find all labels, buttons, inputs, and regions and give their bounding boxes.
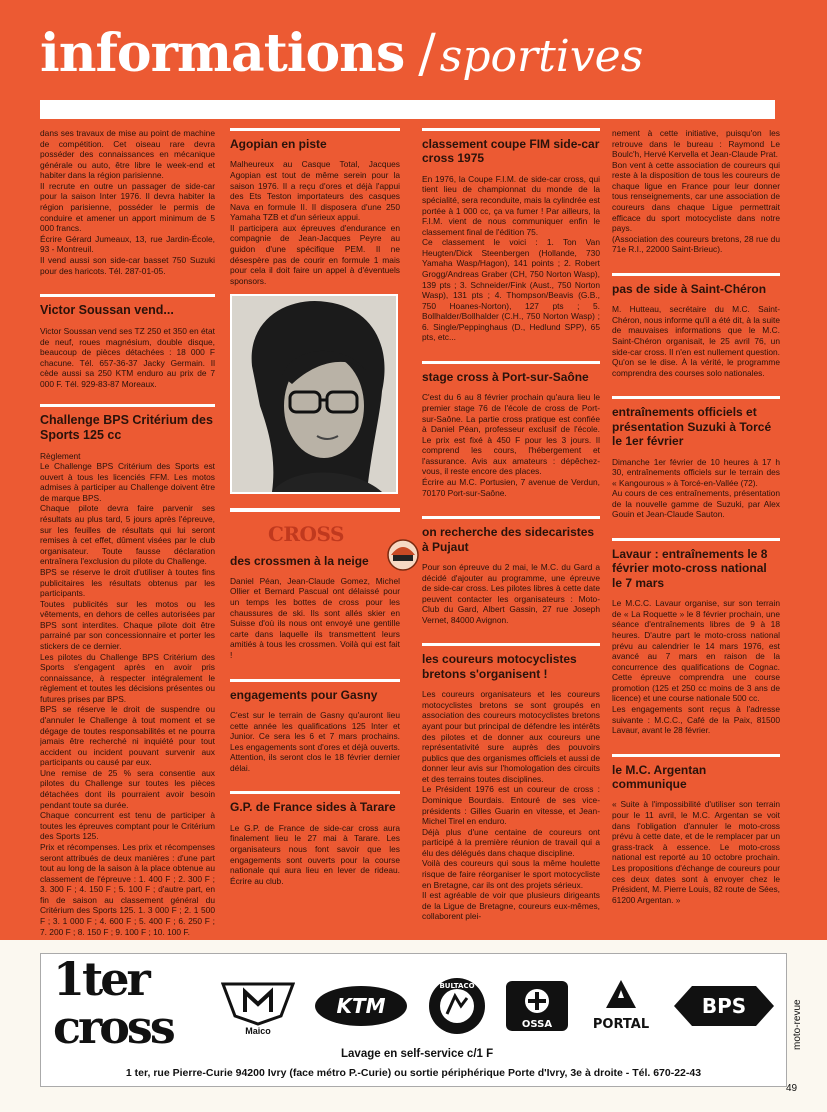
ad-address-text: 1 ter, rue Pierre-Curie 94200 Ivry (face métro P.-Curie) ou sortie périphérique Porte d'Ivry, 3e à droite - Tél. 670-22-43: [125, 1067, 702, 1079]
heading-lavaur: Lavaur : entraînements le 8 février moto-cross national le 7 mars: [612, 538, 780, 590]
paragraph: Les coureurs organisateurs et les coureurs motocyclistes bretons se sont groupés en association des coureurs motocyclistes bretons ayant pour but principal de défendre les intérêts des pilotes et de donner aux coureurs une représentativité sure auprès des pouvoirs publics que des organismes officiels et aussi de donner leur avis sur l'homologation des circuits et des terrains toutes disciplines.: [422, 689, 600, 784]
magazine-name-vertical: moto-revue: [792, 999, 803, 1050]
paragraph: C'est du 6 au 8 février prochain qu'aura lieu le premier stage 76 de l'école de cross de Port-sur-Saône. La partie cross pratique est confiée à Daniel Péan, professeur exclusif de l'école. Le prix est fixé à 450 F pour les 3 jours. Il comprend les cours, l'hébergement et l'assurance. Avis aux amateurs : dépêchez-vous, il reste encore des places.: [422, 392, 600, 477]
cross-section-banner: [230, 508, 400, 547]
masthead-subtitle: sportives: [439, 31, 644, 82]
bultaco-logo-icon: [427, 976, 487, 1036]
heading-argentan: le M.C. Argentan communique: [612, 754, 780, 792]
heading-sidecaristes: on recherche des sidecaristes à Pujaut: [422, 516, 600, 554]
page-number: 49: [786, 1083, 798, 1094]
paragraph: Écrire au M.C. Portusien, 7 avenue de Verdun, 70170 Port-sur-Saône.: [422, 477, 600, 498]
paragraph: Le Challenge BPS Critérium des Sports est ouvert à tous les licenciés FFM. Les motos admises à participer au Challenge doivent être de marque BPS.: [40, 461, 215, 503]
ad-logo-line2: cross: [53, 1000, 173, 1054]
brand-portal-label: PORTAL: [593, 1017, 650, 1032]
bps-logo-icon: [672, 983, 776, 1029]
paragraph: Victor Soussan vend ses TZ 250 et 350 en état de neuf, roues magnésium, double disque, beaucoup de pièces détachées : 18 000 F chacune. Tél. 657-36-37 Jacky Germain. Il cède aussi sa 250 KTM enduro au prix de 7 000 F. Tél. 929-83-87 Moreaux.: [40, 326, 215, 389]
paragraph: Voilà des coureurs qui sous la même houlette risque de faire réorganiser le sport motocycliste en Bretagne, car ils ont des projets sérieux.: [422, 858, 600, 890]
ossa-logo-icon: [504, 979, 570, 1033]
advertisement-1ter-cross: [40, 953, 787, 1087]
column-4: [612, 128, 780, 958]
brand-ossa: [504, 979, 570, 1033]
paragraph: Le G.P. de France de side-car cross aura finalement lieu le 27 mai à Tarare. Les organisateurs nous font savoir que les engagements sont ouverts pour la course nationale qui aura lieu en lever de rideau. Écrire au club.: [230, 822, 400, 886]
brand-ktm: [313, 984, 409, 1028]
paragraph: M. Hutteau, secrétaire du M.C. Saint-Chéron, nous informe qu'il a été dit, à la suite de mauvaises informations que le M.C. Saint-Chéron organisait, le 25 avril 76, un side-car cross. Il n'en est nullement question. Qu'on se le dise. À la vérité, le programme comprendra des courses solo nationales.: [612, 304, 780, 378]
paragraph: Ce classement le voici : 1. Ton Van Heugten/Dick Steenbergen (Hollande, 730 Yamaha Wasp/Hagon), 141 points ; 2. Robert Grogg/Andreas Graber (CH, 750 Norton Wasp), 139 pts ; 3. Schneider/Fink (Aust., 750 Norton Wasp), 131 pts ; 4. Thompson/Beavis (G.B., 750 Hoanes-Norton), 127 pts ; 5. Bollhalder/Bollhalder (C.H., 750 Norton Wasp) ; 6. Single/Peppinghaus (D., Hedlund SPP), 65 pts, etc...: [422, 237, 600, 343]
paragraph: Le M.C.C. Lavaur organise, sur son terrain de « La Roquette » le 8 février prochain, une séance d'entraînements libres de 9 à 18 heures. D'autre part le moto-cross national prévu au calendrier le 14 mars 1976, est avancé au 7 mars en raison de la concurrence des qualifications de Cognac. Cette épreuve comprendra une course promotion (125 et 250 cc moins de 3 ans de licence) et une course nationale 500 cc.: [612, 598, 780, 704]
ad-logo-line1: 1ter: [53, 952, 148, 1006]
paragraph: Les engagements sont reçus à l'adresse suivante : M.C.C., Café de la Paix, 81500 Lavaur, avant le 28 février.: [612, 703, 780, 736]
portrait-photo: [230, 294, 398, 494]
paragraph: En 1976, la Coupe F.I.M. de side-car cross, qui tient lieu de championnat du monde de la spécialité, sera reconduite, mais la cylindrée est portée à 1 000 cc, ça va fumer ! Par ailleurs, la F.I.M. vient de nous communiquer enfin le classement final de l'édition 75.: [422, 173, 600, 237]
paragraph: (Association des coureurs bretons, 28 rue du 71e R.I., 22000 Saint-Brieuc).: [612, 233, 780, 255]
paragraph: Le Président 1976 est un coureur de cross : Dominique Bourdais. Entouré de ses vice-présidents : Gilles Guarin en vitesse, et Jean-Michel Tirel en enduro.: [422, 784, 600, 827]
paragraph: BPS se réserve le droit de suspendre ou d'annuler le Challenge à tout moment et se dégage de toutes responsabilités et ne pourra jamais être recherché ni inquiété pour tout accident ou incident pouvant survenir aux participants ou causé par eux.: [40, 704, 215, 768]
brand-bps: [672, 983, 776, 1029]
paragraph: Malheureux au Casque Total, Jacques Agopian est tout de même serein pour la saison 1976. Il a reçu d'ores et déjà l'appui des Ets Teston importateurs des casques Nava en formule II. Il disposera d'une 250 Yamaha TZB et d'un sérieux appui.: [230, 159, 400, 223]
masthead-title: informations: [40, 23, 405, 84]
paragraph: Une remise de 25 % sera consentie aux pilotes du Challenge sur toutes les pièces détachées dont ils pourraient avoir besoin pendant toute sa durée.: [40, 767, 215, 810]
paragraph: Il est agréable de voir que plusieurs dirigeants de la Ligue de Bretagne, coureurs eux-mêmes, collaborent plei-: [422, 890, 600, 922]
masthead: [40, 23, 644, 98]
heading-gasny: engagements pour Gasny: [230, 679, 400, 702]
paragraph: Pour son épreuve du 2 mai, le M.C. du Gard a décidé d'ajouter au programme, une épreuve de side-car cross. Les pilotes libres à cette date peuvent contacter les organisateurs : Moto-Club du Gard, Albert Gassin, 27 rue Joseph Vernet, 84000 Avignon.: [422, 561, 600, 625]
paragraph: Au cours de ces entraînements, présentation de la nouvelle gamme de Suzuki, par Alex Gouin et Jean-Claude Sauton.: [612, 488, 780, 520]
paragraph: dans ses travaux de mise au point de machine de compétition. Cet oiseau rare devra posséder des connaissances en mécanique générale ou auto, être libre le week-end et habiter dans la région parisienne.: [40, 128, 215, 181]
heading-soussan: Victor Soussan vend...: [40, 294, 215, 318]
portal-logo-icon: [588, 978, 654, 1034]
brand-ktm-label: KTM: [336, 994, 386, 1018]
paragraph: Il recrute en outre un passager de side-car pour la saison Inter 1976. Il devra habiter la région parisienne, posséder le permis de conduire et amener un apport minimum de 5 000 francs.: [40, 180, 215, 234]
masthead-rule: [40, 100, 775, 119]
column-2: [230, 128, 400, 958]
ad-lavage-text: Lavage en self-service c/1 F: [341, 1048, 494, 1060]
paragraph: Toutes publicités sur les motos ou les vêtements, en dehors de celles autorisées par BPS sont interdites. Chaque pilote doit être parrainé par son concessionnaire et porter les stickers de ce dernier.: [40, 598, 215, 651]
paragraph: C'est sur le terrain de Gasny qu'auront lieu cette année les qualifications 125 Inter et Junior. Ce sera les 6 et 7 mars prochains. Les engagements sont d'ores et déjà ouverts. Attention, ils seront clos le 18 février dernier délai.: [230, 709, 400, 773]
paragraph: Déjà plus d'une centaine de coureurs ont participé à la première réunion de travail qui a élu des délégués dans chaque discipline.: [422, 826, 600, 858]
heading-gp-france: G.P. de France sides à Tarare: [230, 791, 400, 814]
heading-agopian: Agopian en piste: [230, 128, 400, 151]
heading-coureurs-bretons: les coureurs motocyclistes bretons s'organisent !: [422, 643, 600, 681]
heading-stage-cross: stage cross à Port-sur-Saône: [422, 361, 600, 384]
portrait-image: [232, 296, 396, 492]
brand-portal: [588, 978, 654, 1034]
ktm-logo-icon: [313, 984, 409, 1028]
maico-logo-icon: [221, 976, 295, 1026]
brand-ossa-label: OSSA: [522, 1019, 553, 1030]
brand-bps-label: BPS: [701, 994, 747, 1018]
heading-neige: des crossmen à la neige: [230, 553, 369, 568]
paragraph: Il vend aussi son side-car basset 750 Suzuki pour des haricots. Tél. 287-01-05.: [40, 254, 215, 276]
paragraph: nement à cette initiative, puisqu'on les retrouve dans le bureau : Raymond Le Boulc'h, Hervé Kervella et Jean-Claude Prat.: [612, 128, 780, 160]
paragraph: Il participera aux épreuves d'endurance en compagnie de Jean-Jacques Peyre au guidon d'une spécifique PEM. Il ne désespère pas de courir en formule 1 mais pour cela il doit faire un appel à d'éventuels sponsors.: [230, 222, 400, 286]
heading-coupe-fim: classement coupe FIM side-car cross 1975: [422, 128, 600, 166]
paragraph: BPS se réserve le droit d'utiliser à toutes fins publicitaires les résultats obtenus par les participants.: [40, 566, 215, 599]
masthead-separator: /: [418, 24, 436, 84]
helmet-illustration-icon: [383, 535, 423, 577]
paragraph: Chaque pilote devra faire parvenir ses résultats au plus tard, 5 jours après l'épreuve, sur les feuilles de résultats qui lui seront remises à cet effet, dûment visées par le club organisateur. Toute fausse déclaration entraînera l'exclusion du pilote du Challenge.: [40, 503, 215, 567]
paragraph: Prix et récompenses. Les prix et récompenses seront attribués de deux manières : d'une part tout au long de la saison à la place obtenue au classement de l'épreuve : 1. 400 F ; 2. 300 F ; 3. 300 F ; 4. 150 F ; 5. 100 F ; d'autre part, en fin de saison au classement général du Critérium des Sports 125. 1. 3 000 F ; 2. 1 500 F ; 3. 1 000 F ; 4. 600 F ; 5. 400 F ; 6. 250 F ; 7. 200 F ; 8. 150 F ; 9. 100 F ; 10. 100 F.: [40, 841, 215, 937]
paragraph: Règlement: [40, 450, 81, 461]
cross-heading: CROSS: [268, 522, 344, 547]
brand-maico: [221, 976, 295, 1036]
paragraph: Les pilotes du Challenge BPS Critérium des Sports s'engagent après en avoir pris connaissance, à respecter intégralement le règlement et toutes les décisions présentes ou futures prises par BPS.: [40, 651, 215, 704]
heading-saint-cheron: pas de side à Saint-Chéron: [612, 273, 780, 296]
paragraph: Bon vent à cette association de coureurs qui reste à la disposition de tous les coureurs de chaque ligue en France pour leur donner tous renseignements, car une association de coureurs dans chaque Ligue permettrait efficace du sport motocycliste dans notre pays.: [612, 159, 780, 234]
paragraph: Daniel Péan, Jean-Claude Gomez, Michel Ollier et Bernard Pascual ont délaissé pour un temps les bottes de cross pour les chaussures de ski. Ils sont allés skier en Suisse d'où ils nous ont envoyé une gentille carte dans laquelle ils transmettent leurs amitiés à tous les crossmen. Voilà qui est fait !: [230, 575, 400, 660]
paragraph: Écrire Gérard Jumeaux, 13, rue Jardin-École, 93 - Montreuil.: [40, 233, 215, 255]
brand-maico-label: Maico: [245, 1026, 271, 1036]
paragraph: « Suite à l'impossibilité d'utiliser son terrain pour le 11 avril, le M.C. Argentan se voit dans l'obligation d'annuler le moto-cross prévu à cette date, et de le remplacer par un grass-track à essence. Le moto-cross national est reporté au 10 octobre prochain. Les propositions d'échange de coureurs pour ces deux dates sont à envoyer chez le Président, M. Pierre Louis, 82 route de Sées, 61200 Argentan. »: [612, 799, 780, 905]
brand-bultaco-label: BULTACO: [439, 982, 475, 990]
heading-challenge-bps: Challenge BPS Critérium des Sports 125 cc: [40, 404, 215, 443]
paragraph: Dimanche 1er février de 10 heures à 17 h 30, entraînements officiels sur le terrain des « Kangourous » à Torcé-en-Vallée (72).: [612, 456, 780, 488]
brand-bultaco: [427, 976, 487, 1036]
column-3: [422, 128, 600, 958]
column-1: [40, 128, 215, 958]
brand-logos: [221, 966, 776, 1046]
heading-suzuki-torce: entraînements officiels et présentation Suzuki à Torcé le 1er février: [612, 396, 780, 448]
paragraph: Chaque concurrent est tenu de participer à toutes les épreuves comptant pour le Critérium des Sports 125.: [40, 810, 215, 842]
